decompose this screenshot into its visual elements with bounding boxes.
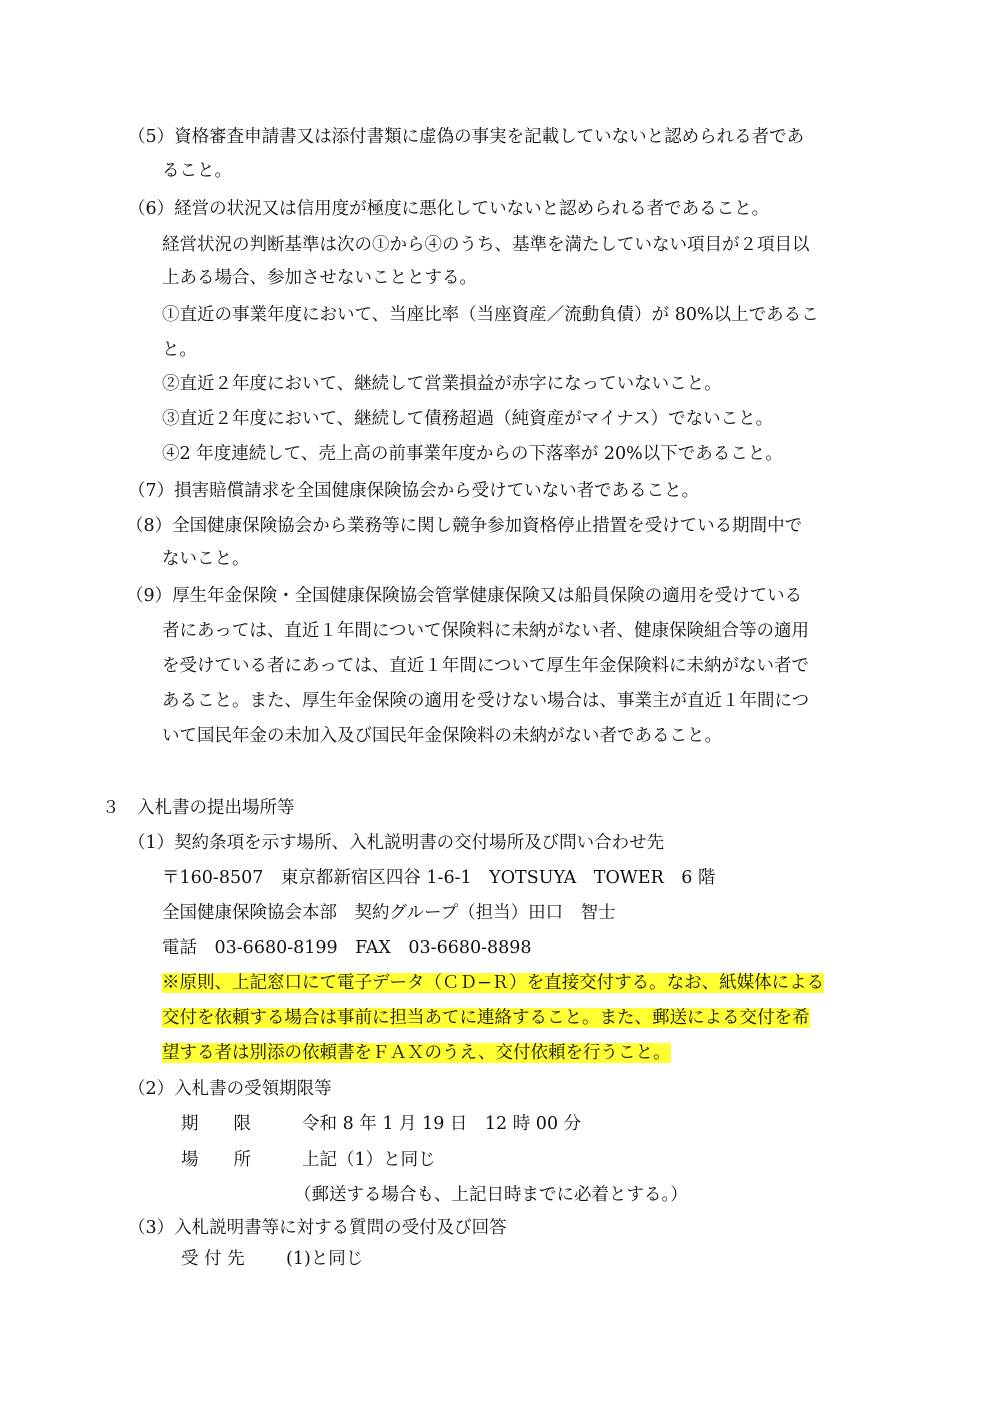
item-9-line-4: あること。また、厚生年金保険の適用を受けない場合は、事業主が直近１年間につ [162, 691, 810, 711]
item-6-line-3: 上ある場合、参加させないこととする。 [162, 268, 477, 288]
criterion-2: ②直近２年度において、継続して営業損益が赤字になっていないこと。 [162, 374, 722, 394]
item-8-line-1: （8）全国健康保険協会から業務等に関し競争参加資格停止措置を受けている期間中で [126, 516, 803, 536]
recipient-value: (1)と同じ [286, 1249, 364, 1269]
item-6-line-2: 経営状況の判断基準は次の①から④のうち、基準を満たしていない項目が２項目以 [162, 235, 810, 255]
item-9-line-1: （9）厚生年金保険・全国健康保険協会管掌健康保険又は船員保険の適用を受けている [126, 586, 803, 606]
place-note: （郵送する場合も、上記日時までに必着とする。） [294, 1185, 688, 1205]
address-line: 〒160-8507 東京都新宿区四谷 1-6-1 YOTSUYA TOWER 6 階 [162, 868, 716, 888]
criterion-3: ③直近２年度において、継続して債務超過（純資産がマイナス）でないこと。 [162, 409, 774, 429]
criterion-4: ④2 年度連続して、売上高の前事業年度からの下落率が 20%以下であること。 [162, 444, 783, 464]
section-3-heading: ３ 入札書の提出場所等 [102, 798, 295, 818]
item-6-line-1: （6）経営の状況又は信用度が極度に悪化していないと認められる者であること。 [128, 199, 770, 219]
item-9-line-3: を受けている者にあっては、直近１年間について厚生年金保険料に未納がない者で [162, 656, 809, 676]
sub-1-title: （1）契約条項を示す場所、入札説明書の交付場所及び問い合わせ先 [128, 833, 665, 853]
item-9-line-5: いて国民年金の未加入及び国民年金保険料の未納がない者であること。 [162, 726, 722, 746]
item-5-line-2: ること。 [162, 161, 232, 181]
place-label: 場 所 [181, 1150, 251, 1170]
item-7-line-1: （7）損害賠償請求を全国健康保険協会から受けていない者であること。 [128, 481, 700, 501]
criterion-1-line-2: と。 [162, 340, 197, 360]
contact-line: 全国健康保険協会本部 契約グループ（担当）田口 智士 [162, 903, 616, 923]
sub-3-title: （3）入札説明書等に対する質問の受付及び回答 [128, 1218, 507, 1238]
item-5-line-1: （5）資格審査申請書又は添付書類に虚偽の事実を記載していないと認められる者であ [128, 127, 805, 147]
note-line-2-text: 交付を依頼する場合は事前に担当あてに連絡すること。また、郵送による交付を希 [162, 1008, 810, 1028]
phone-line: 電話 03-6680-8199 FAX 03-6680-8898 [162, 938, 532, 958]
sub-2-title: （2）入札書の受領期限等 [128, 1079, 332, 1099]
place-value: 上記（1）と同じ [302, 1150, 436, 1170]
note-line-3-text: 望する者は別添の依頼書をＦＡＸのうえ、交付依頼を行うこと。 [162, 1043, 671, 1063]
note-line-1-text: ※原則、上記窓口にて電子データ（ＣＤ−Ｒ）を直接交付する。なお、紙媒体による [162, 973, 825, 993]
note-line-2 [162, 1006, 810, 1030]
item-8-line-2: ないこと。 [162, 549, 250, 569]
note-line-1 [162, 971, 824, 995]
recipient-label: 受 付 先 [181, 1249, 245, 1269]
criterion-1-line-1: ①直近の事業年度において、当座比率（当座資産／流動負債）が 80%以上であるこ [162, 305, 819, 325]
deadline-label: 期 限 [181, 1114, 251, 1134]
item-9-line-2: 者にあっては、直近１年間について保険料に未納がない者、健康保険組合等の適用 [162, 621, 809, 641]
deadline-value: 令和 8 年 1 月 19 日 12 時 00 分 [302, 1114, 582, 1134]
note-line-3 [162, 1041, 671, 1065]
